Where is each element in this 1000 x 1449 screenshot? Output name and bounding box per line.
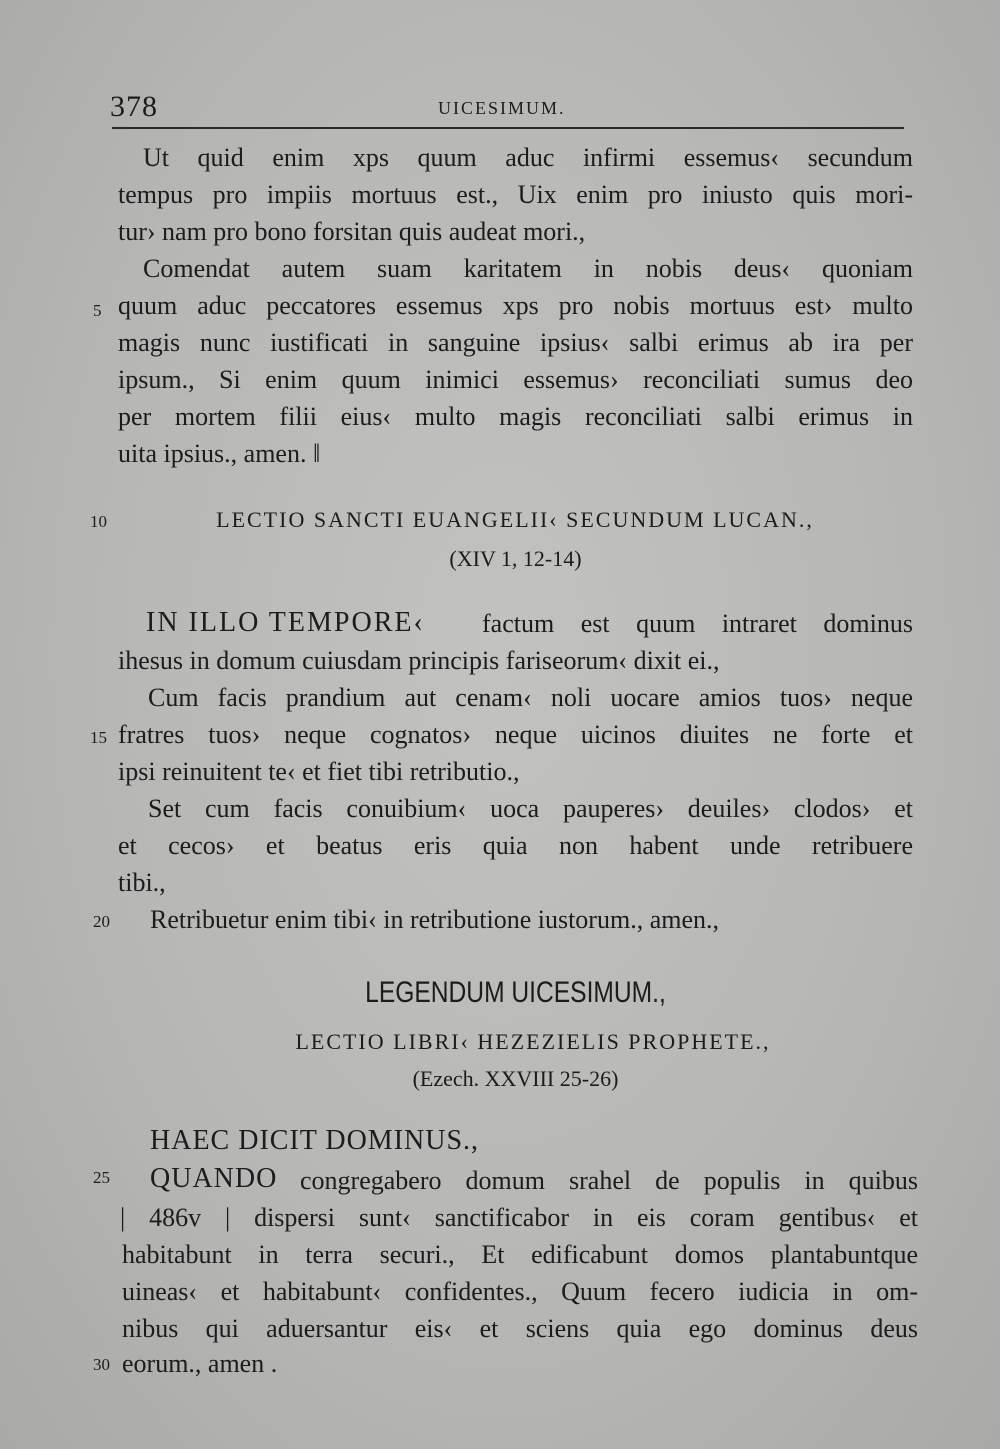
text-line: et cecos› et beatus eris quia non habent unde retribuere (118, 831, 913, 860)
text-line: ipsi reinuitent te‹ et fiet tibi retributio., (118, 757, 520, 786)
text-line: | 486v | dispersi sunt‹ sanctificabor in eis coram gentibus‹ et (120, 1203, 918, 1232)
text-line: quum aduc peccatores essemus xps pro nobis mortuus est› multo (118, 291, 913, 320)
text-line: tempus pro impiis mortuus est., Uix enim pro iniusto quis mori- (118, 180, 913, 209)
text-line: uita ipsius., amen. ‖ (118, 439, 321, 468)
text-line: Comendat autem suam karitatem in nobis deus‹ quoniam (143, 254, 913, 283)
section-title: LEGENDUM UICESIMUM., (365, 976, 666, 1009)
text-line: Cum facis prandium aut cenam‹ noli uocare amios tuos› neque (148, 683, 913, 712)
lection-heading: LECTIO LIBRI‹ HEZEZIELIS PROPHETE., (295, 1029, 771, 1054)
page-number: 378 (110, 90, 158, 123)
text-line: congregabero domum srahel de populis in quibus (300, 1166, 918, 1195)
scripture-reference: (XIV 1, 12-14) (449, 546, 582, 571)
page-header (110, 88, 905, 128)
line-number: 20 (93, 912, 110, 931)
text-line: tibi., (118, 868, 166, 897)
text-line: Set cum facis conuibium‹ uoca pauperes› deuiles› clodos› et (148, 794, 913, 823)
text-line: fratres tuos› neque cognatos› neque uicinos diuites ne forte et (118, 720, 913, 749)
incipit: IN ILLO TEMPORE‹ (146, 607, 425, 638)
incipit: HAEC DICIT DOMINUS., (150, 1125, 480, 1156)
text-line: uineas‹ et habitabunt‹ confidentes., Quum fecero iudicia in om- (122, 1277, 918, 1306)
text-line: ihesus in domum cuiusdam principis fariseorum‹ dixit ei., (118, 646, 720, 675)
line-number: 25 (93, 1168, 110, 1187)
running-head: UICESIMUM. (438, 98, 566, 118)
text-line: tur› nam pro bono forsitan quis audeat mori., (118, 217, 586, 246)
text-line: habitabunt in terra securi., Et edificabunt domos plantabuntque (122, 1240, 918, 1269)
text-line: Ut quid enim xps quum aduc infirmi essemus‹ secundum (143, 143, 913, 172)
incipit: QUANDO (150, 1163, 278, 1194)
lection-heading: LECTIO SANCTI EUANGELII‹ SECUNDUM LUCAN., (216, 507, 814, 532)
scripture-reference: (Ezech. XXVIII 25-26) (412, 1066, 619, 1091)
text-line: ipsum., Si enim quum inimici essemus› reconciliati sumus deo (118, 365, 913, 394)
line-number: 30 (93, 1355, 110, 1374)
text-line: magis nunc iustificati in sanguine ipsius‹ salbi erimus ab ira per (118, 328, 913, 357)
text-line: nibus qui aduersantur eis‹ et sciens quia ego dominus deus (122, 1314, 918, 1343)
line-number: 10 (90, 512, 107, 531)
line-number: 15 (90, 728, 107, 747)
text-line: Retribuetur enim tibi‹ in retributione iustorum., amen., (150, 905, 719, 934)
header-rule (112, 127, 904, 129)
text-line: factum est quum intraret dominus (482, 609, 913, 638)
text-line: eorum., amen . (122, 1349, 278, 1378)
text-line: per mortem filii eius‹ multo magis reconciliati salbi erimus in (118, 402, 913, 431)
line-number: 5 (93, 301, 102, 320)
